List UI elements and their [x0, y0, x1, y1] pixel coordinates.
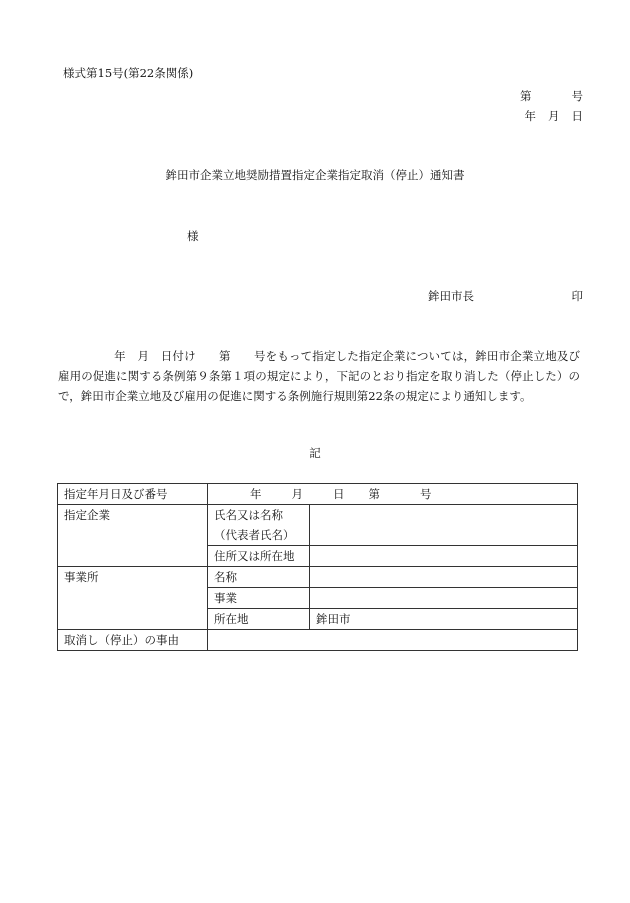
- body-paragraph: [58, 346, 580, 406]
- office-location-label: 所在地: [208, 609, 310, 630]
- company-name-label: [208, 505, 310, 546]
- office-name-label: 名称: [208, 567, 310, 588]
- row-dai: 第: [368, 487, 380, 501]
- company-rep-text: （代表者氏名）: [214, 528, 295, 542]
- office-business-value: [310, 588, 578, 609]
- table-row: [58, 630, 578, 651]
- reason-label: 取消し（停止）の事由: [58, 630, 208, 651]
- row-month: 月: [291, 487, 303, 501]
- company-name-text: 氏名又は名称: [214, 508, 283, 522]
- table-row: [58, 505, 578, 546]
- company-name-value: [310, 505, 578, 546]
- addressee-suffix: 様: [187, 229, 199, 243]
- form-number: 様式第15号(第22条関係): [63, 66, 194, 80]
- ki-heading: 記: [309, 446, 321, 460]
- date-day: 日: [571, 109, 583, 123]
- reason-value: [208, 630, 578, 651]
- company-address-value: [310, 546, 578, 567]
- issuer-name: 鉾田市長: [428, 289, 474, 303]
- document-title: 鉾田市企業立地奨励措置指定企業指定取消（停止）通知書: [165, 168, 465, 182]
- number-dai: 第: [520, 89, 532, 103]
- date-month: 月: [548, 109, 560, 123]
- office-label: 事業所: [58, 567, 208, 630]
- designation-date-label: 指定年月日及び番号: [58, 484, 208, 505]
- date-year: 年: [524, 109, 536, 123]
- table-row: [58, 567, 578, 588]
- row-year: 年: [250, 487, 262, 501]
- number-go: 号: [571, 89, 583, 103]
- row-go: 号: [420, 487, 432, 501]
- office-name-value: [310, 567, 578, 588]
- document-date-line: [525, 110, 584, 124]
- table-row: [58, 484, 578, 505]
- body-text: 年 月 日付け 第 号をもって指定した指定企業については，鉾田市企業立地及び雇用の促進に関する条例第９条第１項の規定により，下記のとおり指定を取り消した（停止した）ので，鉾田市企業立地及び雇用の促進に関する条例施行規則第22条の規定により通知します。: [58, 349, 580, 403]
- row-day: 日: [333, 487, 345, 501]
- company-label: 指定企業: [58, 505, 208, 567]
- details-table: [57, 483, 578, 651]
- office-location-value: 鉾田市: [310, 609, 578, 630]
- document-number-line: [520, 90, 583, 104]
- company-address-label: 住所又は所在地: [208, 546, 310, 567]
- office-business-label: 事業: [208, 588, 310, 609]
- seal-mark: 印: [571, 289, 583, 303]
- designation-date-value: [208, 484, 578, 505]
